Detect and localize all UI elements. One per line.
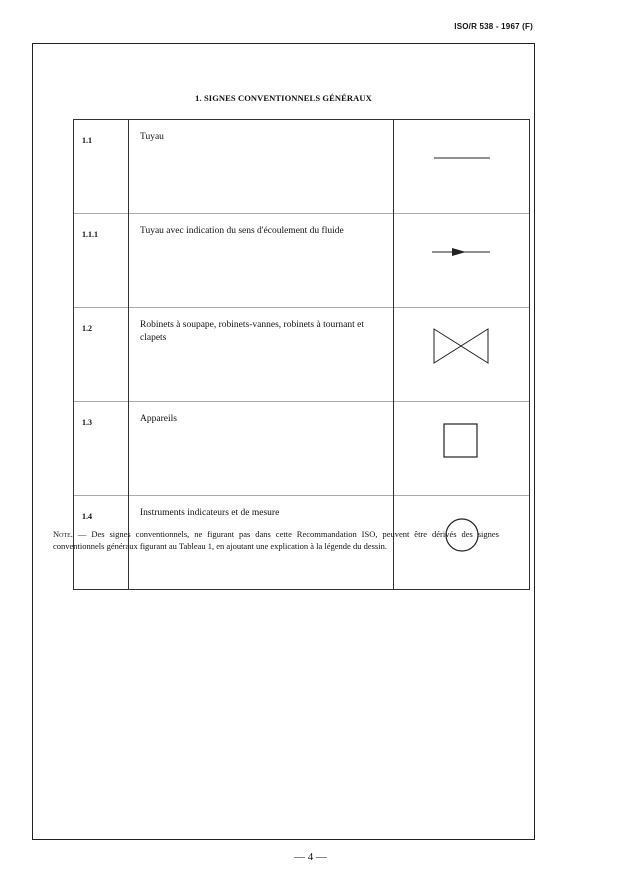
row-number: 1.1 xyxy=(74,120,129,214)
table-title: 1. SIGNES CONVENTIONNELS GÉNÉRAUX xyxy=(195,93,372,103)
row-description: Appareils xyxy=(129,402,394,496)
valve-symbol-icon xyxy=(394,308,529,385)
page-frame xyxy=(32,43,535,840)
row-number: 1.2 xyxy=(74,308,129,402)
row-description: Robinets à soupape, robinets-vannes, robinets à tournant et clapets xyxy=(129,308,394,402)
table-row xyxy=(74,120,530,214)
line-symbol-icon xyxy=(394,120,529,197)
symbols-table xyxy=(73,119,530,590)
row-number: 1.1.1 xyxy=(74,214,129,308)
symbol-cell xyxy=(394,214,530,308)
row-description: Instruments indicateurs et de mesure xyxy=(129,496,394,590)
page-number: — 4 — xyxy=(294,851,327,863)
footnote xyxy=(53,528,499,552)
note-text: — Des signes conventionnels, ne figurant pas dans cette Recommandation ISO, peuvent être dérivés des signes conventionnels généraux figurant au Tableau 1, en ajoutant une explication à la légende du dessin. xyxy=(53,529,499,551)
row-description: Tuyau xyxy=(129,120,394,214)
symbol-cell xyxy=(394,402,530,496)
square-symbol-icon xyxy=(394,402,529,479)
table-row xyxy=(74,214,530,308)
note-label: Note. xyxy=(53,529,73,539)
symbol-cell xyxy=(394,120,530,214)
row-number: 1.3 xyxy=(74,402,129,496)
table-row xyxy=(74,308,530,402)
row-description: Tuyau avec indication du sens d'écoulement du fluide xyxy=(129,214,394,308)
table-row xyxy=(74,402,530,496)
row-number: 1.4 xyxy=(74,496,129,590)
arrow-line-symbol-icon xyxy=(394,214,529,291)
header-reference: ISO/R 538 - 1967 (F) xyxy=(454,22,533,31)
symbol-cell xyxy=(394,308,530,402)
